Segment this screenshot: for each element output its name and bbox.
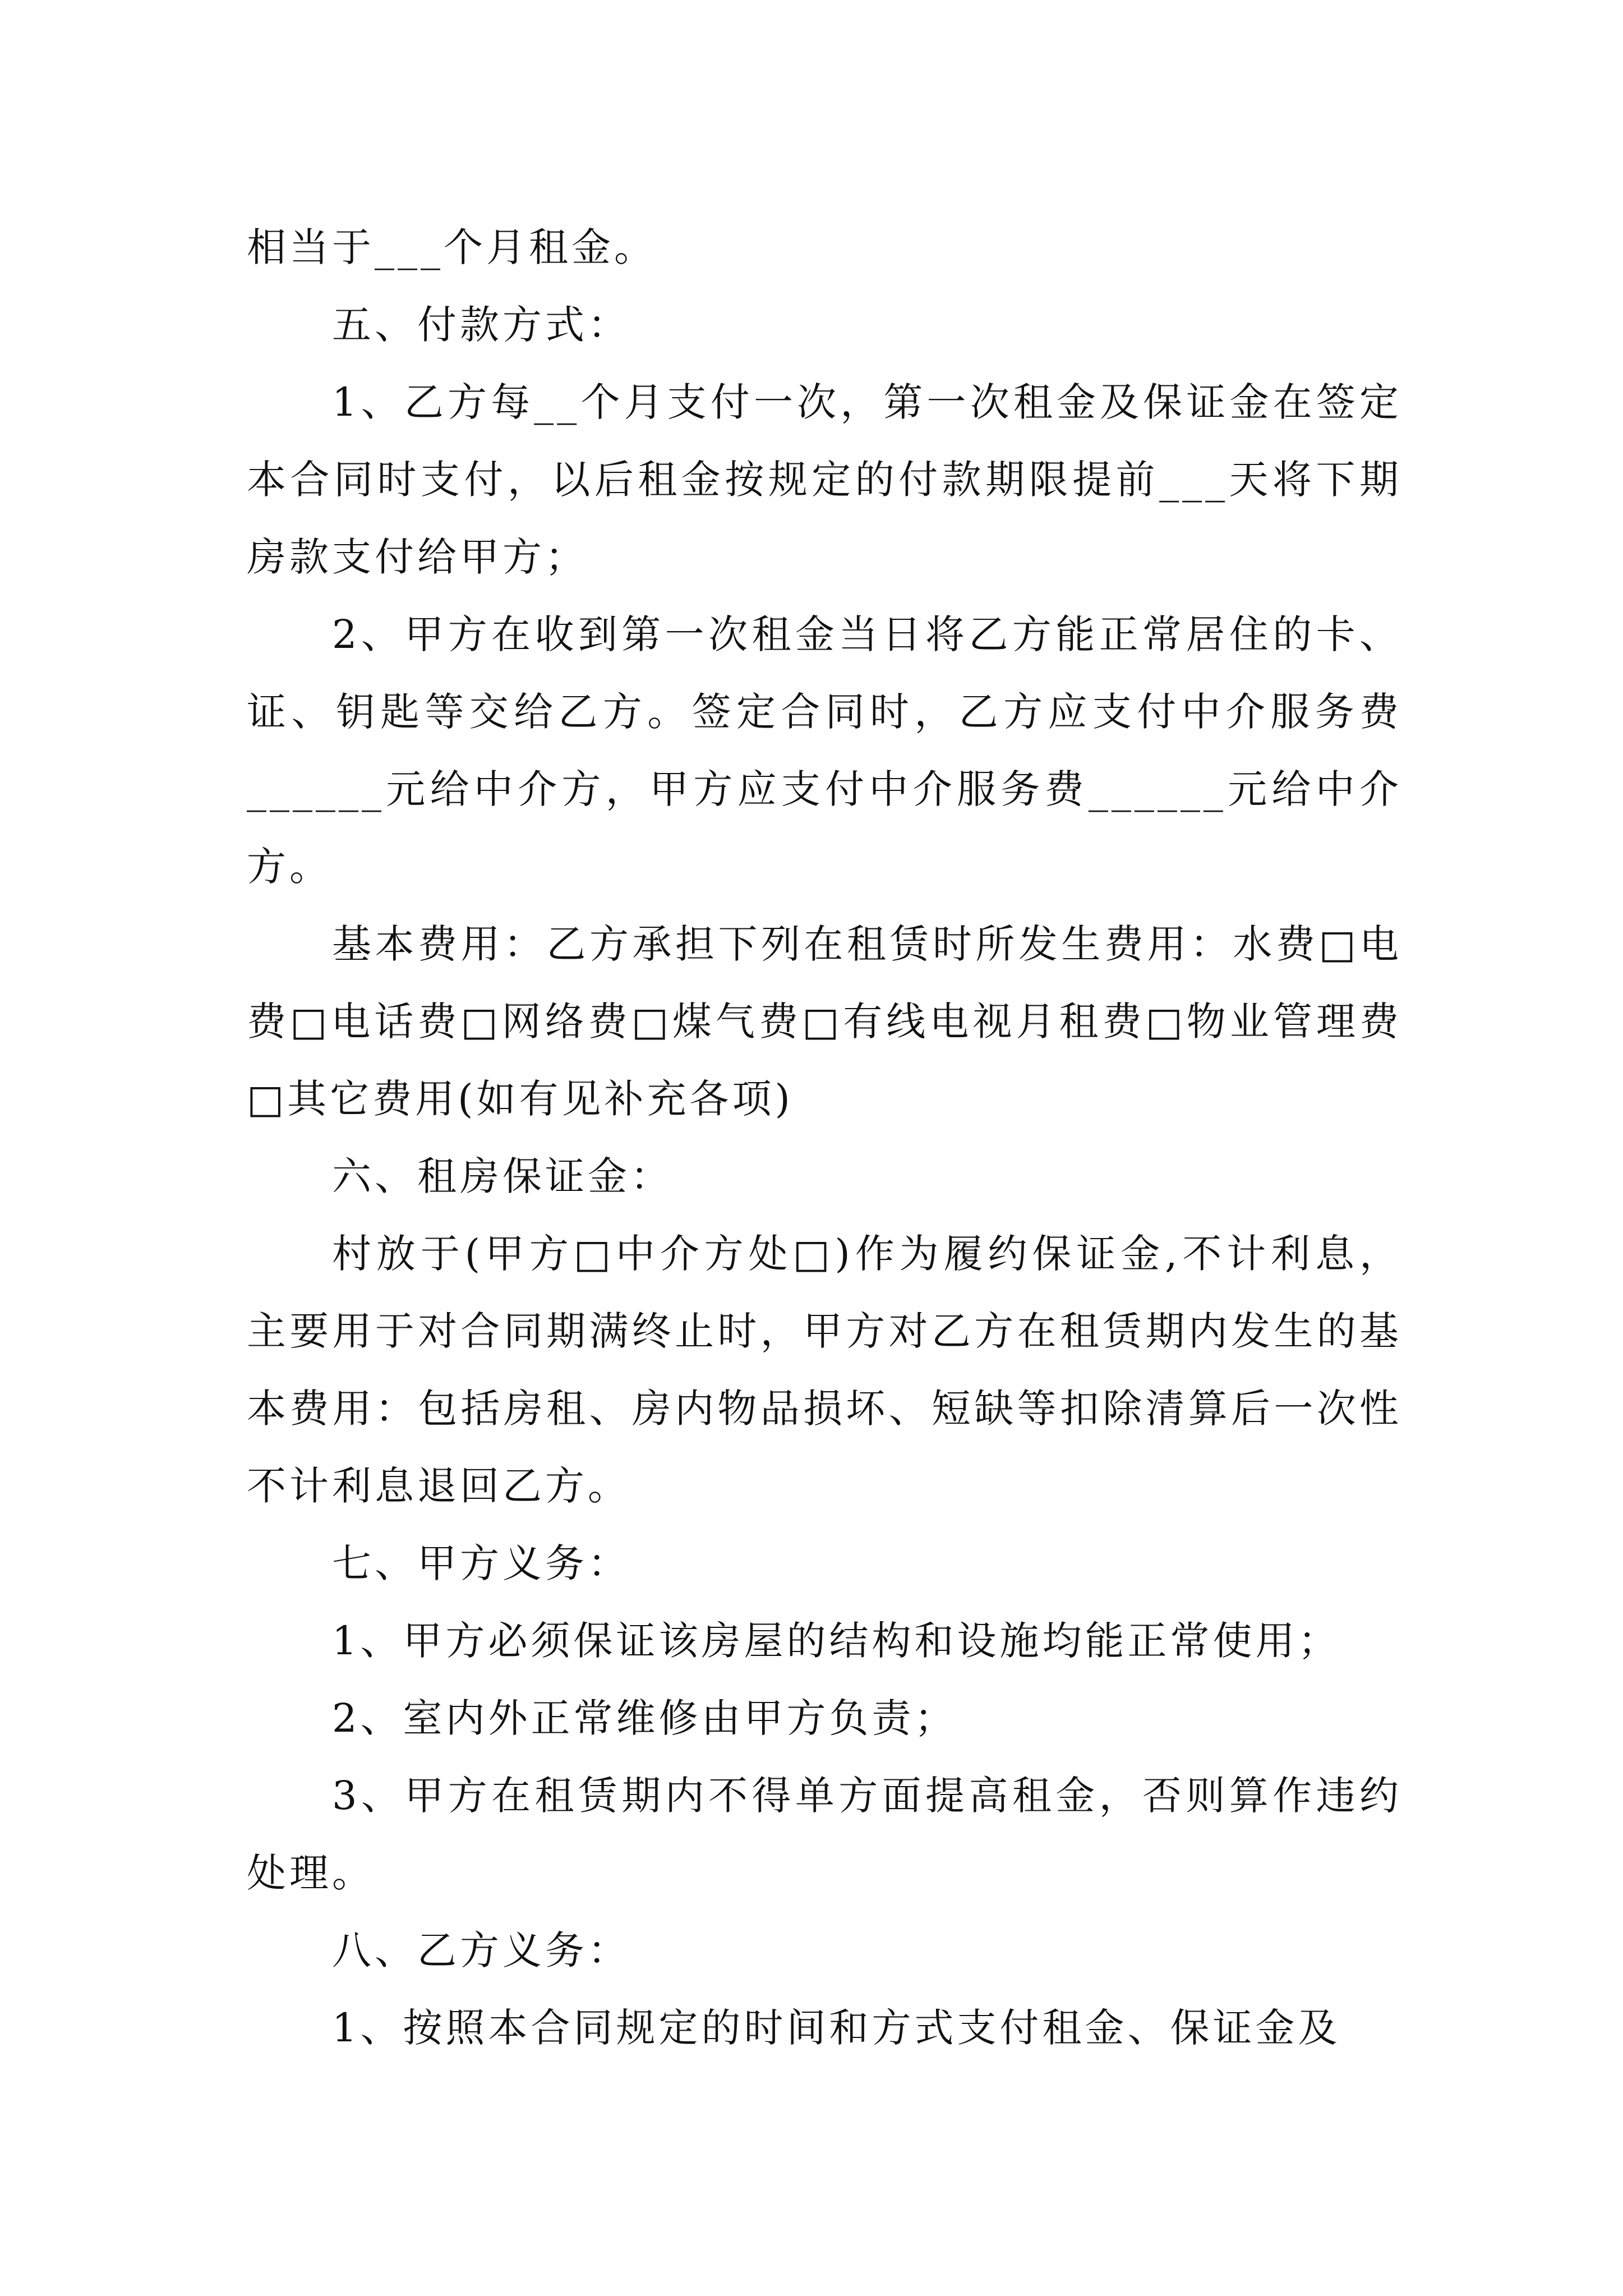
heading-deposit: 六、租房保证金：	[332, 1153, 673, 1199]
paragraph-payment-schedule: 1、乙方每__个月支付一次，第一次租金及保证金在签定本合同时支付，以后租金按规定的付款期限提前___天将下期房款支付给甲方；	[247, 379, 1402, 580]
heading-payment-method: 五、付款方式：	[332, 302, 630, 348]
paragraph-party-a-obligation-2: 2、室内外正常维修由甲方负责；	[332, 1695, 957, 1741]
paragraph-basic-fees: 基本费用：乙方承担下列在租赁时所发生费用：水费□电费□电话费□网络费□煤气费□有线电视月租费□物业管理费□其它费用(如有见补充各项)	[247, 921, 1402, 1122]
heading-party-b-obligations: 八、乙方义务：	[332, 1927, 630, 1973]
paragraph-party-a-obligation-1: 1、甲方必须保证该房屋的结构和设施均能正常使用；	[332, 1618, 1341, 1664]
heading-party-a-obligations: 七、甲方义务：	[332, 1540, 630, 1586]
paragraph-rent-equivalent: 相当于___个月租金。	[247, 224, 657, 270]
paragraph-party-a-obligation-3: 3、甲方在租赁期内不得单方面提高租金，否则算作违约处理。	[247, 1773, 1402, 1896]
paragraph-key-handover: 2、甲方在收到第一次租金当日将乙方能正常居住的卡、证、钥匙等交给乙方。签定合同时，乙方应支付中介服务费______元给中介方，甲方应支付中介服务费______元给中介方。	[247, 611, 1402, 890]
paragraph-deposit-terms: 村放于(甲方□中介方处□)作为履约保证金,不计利息，主要用于对合同期满终止时，甲方对乙方在租赁期内发生的基本费用：包括房租、房内物品损坏、短缺等扣除清算后一次性不计利息退回乙方。	[247, 1231, 1402, 1509]
paragraph-party-b-obligation-1: 1、按照本合同规定的时间和方式支付租金、保证金及	[332, 2005, 1341, 2051]
document-body	[247, 209, 1402, 2067]
